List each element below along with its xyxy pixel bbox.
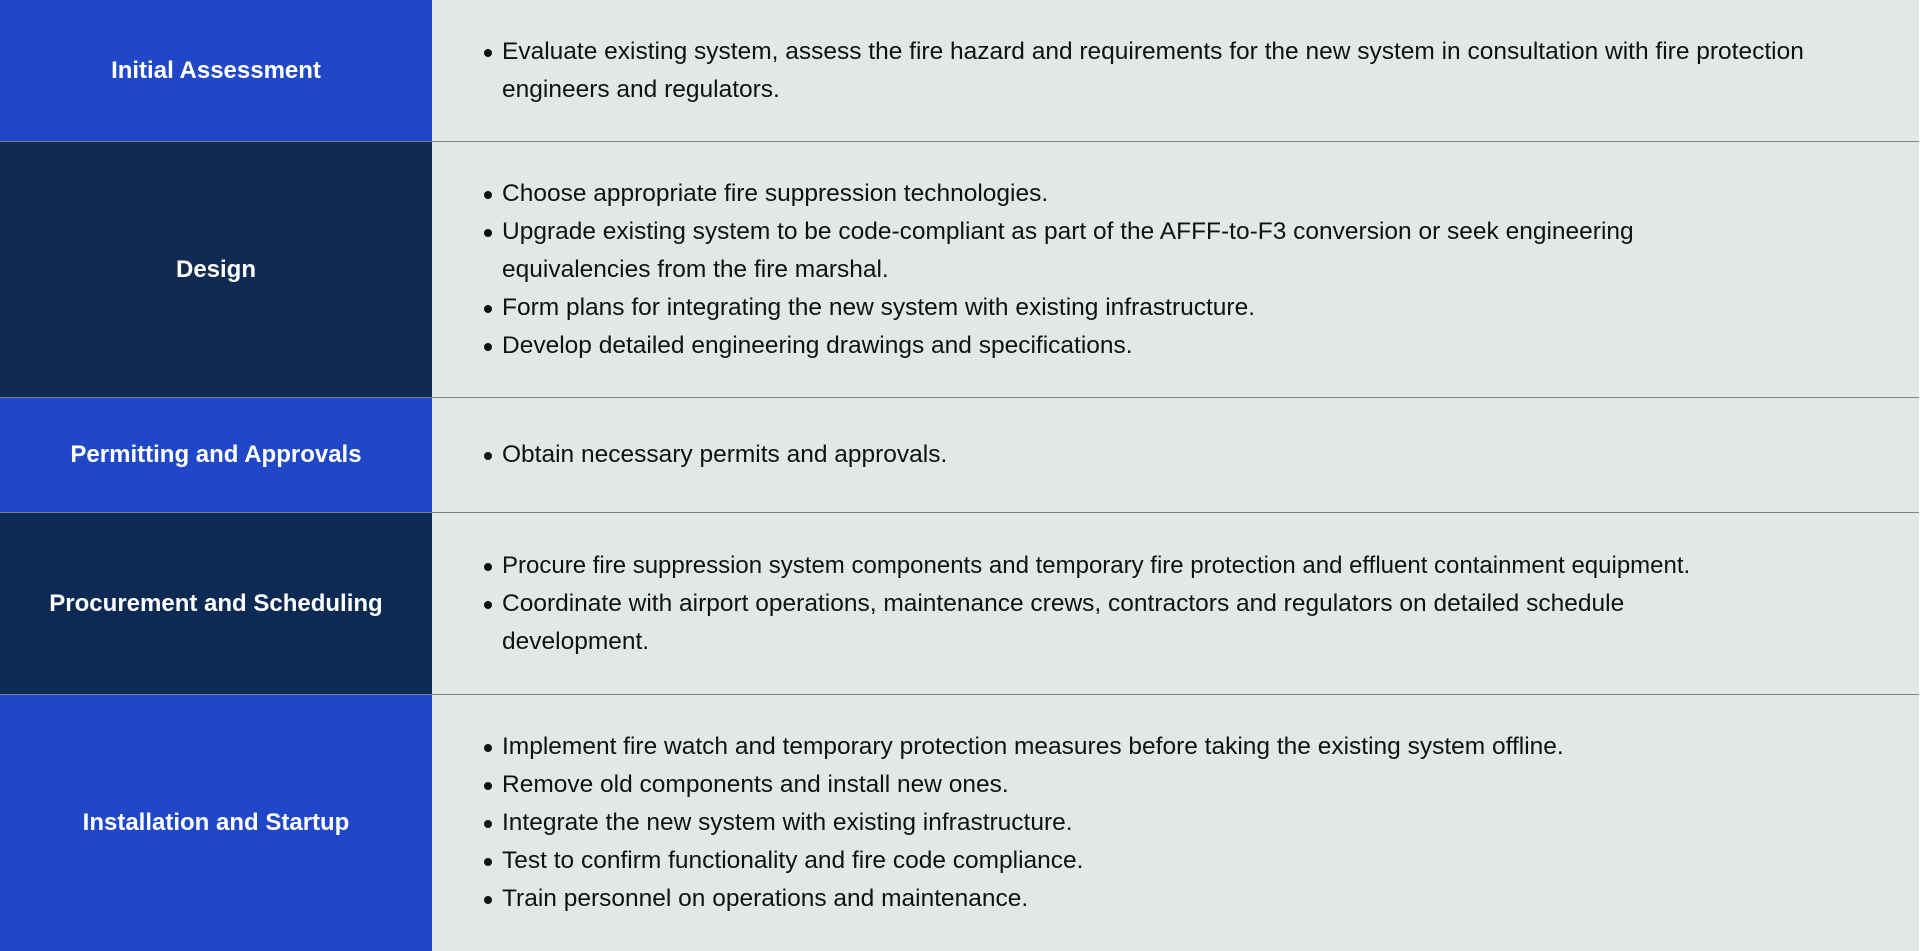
bullet-item: Integrate the new system with existing infrastructure. <box>482 804 1564 842</box>
bullet-list <box>482 547 1702 661</box>
phase-label: Procurement and Scheduling <box>0 513 432 694</box>
phase-row-permitting <box>0 398 1919 513</box>
phase-content <box>432 695 1919 951</box>
phase-label: Installation and Startup <box>0 695 432 951</box>
phase-label: Design <box>0 142 432 397</box>
phase-content <box>432 513 1919 694</box>
phase-content <box>432 142 1919 397</box>
bullet-item: Evaluate existing system, assess the fire hazard and requirements for the new system in consultation with fire protection engineers and regulators. <box>482 33 1842 109</box>
bullet-list <box>482 728 1564 918</box>
bullet-item: Coordinate with airport operations, maintenance crews, contractors and regulators on detailed schedule development. <box>482 585 1702 661</box>
bullet-item: Obtain necessary permits and approvals. <box>482 436 947 474</box>
bullet-item: Choose appropriate fire suppression technologies. <box>482 175 1782 213</box>
phase-row-installation <box>0 695 1919 951</box>
bullet-list <box>482 33 1842 109</box>
bullet-item: Train personnel on operations and maintenance. <box>482 880 1564 918</box>
phase-content <box>432 398 1919 512</box>
phase-label: Permitting and Approvals <box>0 398 432 512</box>
bullet-item: Form plans for integrating the new system with existing infrastructure. <box>482 289 1782 327</box>
bullet-list <box>482 436 947 474</box>
phase-row-initial-assessment <box>0 0 1919 142</box>
phase-label: Initial Assessment <box>0 0 432 141</box>
bullet-item: Test to confirm functionality and fire code compliance. <box>482 842 1564 880</box>
bullet-item: Implement fire watch and temporary protection measures before taking the existing system offline. <box>482 728 1564 766</box>
phase-content <box>432 0 1919 141</box>
phase-row-procurement <box>0 513 1919 695</box>
bullet-item: Procure fire suppression system components and temporary fire protection and effluent containment equipment. <box>482 547 1702 585</box>
bullet-item: Develop detailed engineering drawings and specifications. <box>482 327 1782 365</box>
phase-row-design <box>0 142 1919 398</box>
bullet-list <box>482 175 1782 365</box>
bullet-item: Upgrade existing system to be code-compliant as part of the AFFF-to-F3 conversion or seek engineering equivalencies from the fire marshal. <box>482 213 1782 289</box>
bullet-item: Remove old components and install new ones. <box>482 766 1564 804</box>
